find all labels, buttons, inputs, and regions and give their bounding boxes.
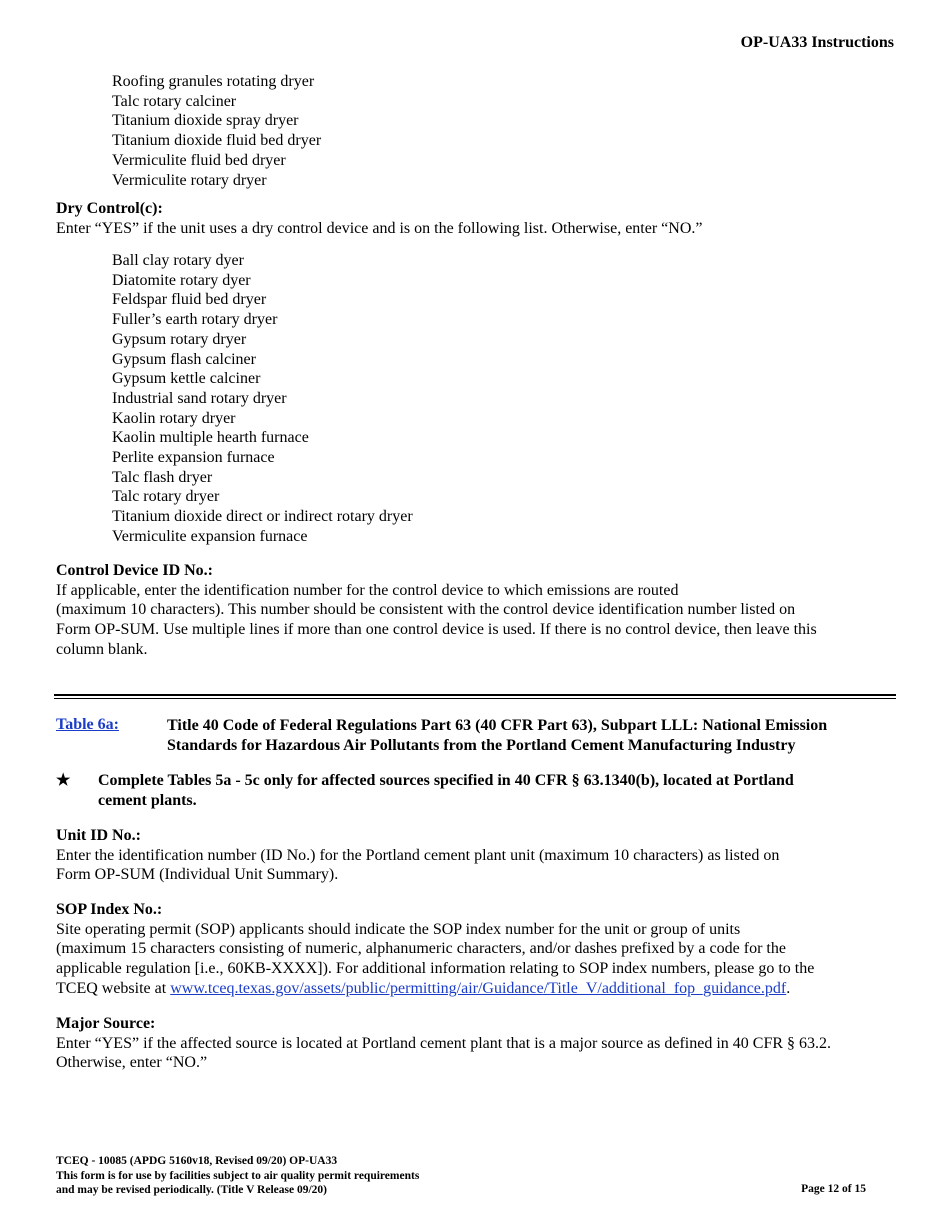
- list-item: Talc rotary dryer: [112, 488, 220, 506]
- list-item: Gypsum flash calciner: [112, 350, 256, 368]
- list-item: Roofing granules rotating dryer: [112, 73, 315, 90]
- sop-index-section: [56, 900, 896, 999]
- list-item: Industrial sand rotary dryer: [112, 389, 287, 407]
- list-item: Gypsum kettle calciner: [112, 370, 261, 388]
- paragraph-line: Form OP-SUM. Use multiple lines if more than one control device is used. If there is no control device, then leave this: [56, 621, 817, 639]
- list-item: Feldspar fluid bed dryer: [112, 291, 267, 309]
- paragraph-line: applicable regulation [i.e., 60KB-XXXX]). For additional information relating to SOP index numbers, please go to the: [56, 960, 815, 978]
- control-device-section: [56, 561, 896, 660]
- list-item: Titanium dioxide fluid bed dryer: [112, 132, 322, 150]
- paragraph-line: Site operating permit (SOP) applicants should indicate the SOP index number for the unit or group of units: [56, 920, 741, 938]
- footer-line: TCEQ - 10085 (APDG 5160v18, Revised 09/20) OP-UA33: [56, 1155, 338, 1167]
- footer-line: and may be revised periodically. (Title V Release 09/20): [56, 1184, 327, 1196]
- list-item: Titanium dioxide direct or indirect rotary dryer: [112, 508, 413, 526]
- list-item: Titanium dioxide spray dryer: [112, 112, 299, 130]
- list-item: Kaolin multiple hearth furnace: [112, 429, 309, 447]
- paragraph-line: Form OP-SUM (Individual Unit Summary).: [56, 866, 339, 884]
- paragraph-line: column blank.: [56, 640, 148, 658]
- list-item: Gypsum rotary dryer: [112, 330, 247, 348]
- list-item: Fuller’s earth rotary dryer: [112, 311, 278, 329]
- section-divider: [54, 694, 896, 699]
- list-item: Kaolin rotary dryer: [112, 409, 236, 427]
- major-source-heading: Major Source:: [56, 1015, 156, 1032]
- paragraph-line: [56, 979, 896, 999]
- dry-control-section: [56, 199, 896, 238]
- star-icon: ★: [56, 772, 71, 789]
- list-item: Talc rotary calciner: [112, 92, 237, 110]
- list-item: Diatomite rotary dyer: [112, 271, 251, 289]
- list-item: Talc flash dryer: [112, 468, 213, 486]
- paragraph-line: Enter the identification number (ID No.) for the Portland cement plant unit (maximum 10 characters) as listed on: [56, 846, 780, 864]
- major-source-section: [56, 1014, 896, 1073]
- dry-control-heading: Dry Control(c):: [56, 200, 163, 217]
- table-title-line: Standards for Hazardous Air Pollutants from the Portland Cement Manufacturing Industry: [167, 736, 796, 754]
- sop-index-heading: SOP Index No.:: [56, 901, 163, 918]
- table-title-line: Title 40 Code of Federal Regulations Part 63 (40 CFR Part 63), Subpart LLL: National Emission: [167, 717, 828, 734]
- control-device-heading: Control Device ID No.:: [56, 562, 214, 579]
- dry-control-list: [112, 251, 413, 547]
- list-item: Vermiculite fluid bed dryer: [112, 151, 286, 169]
- table-6a-title: [167, 716, 887, 755]
- fop-guidance-link[interactable]: www.tceq.texas.gov/assets/public/permitting/air/Guidance/Title_V/additional_fop_guidance.pdf: [170, 979, 787, 997]
- list-item: Vermiculite rotary dryer: [112, 171, 267, 189]
- paragraph-line: If applicable, enter the identification number for the control device to which emissions are routed: [56, 581, 679, 599]
- list-item: Perlite expansion furnace: [112, 449, 275, 467]
- paragraph-line: (maximum 15 characters consisting of numeric, alphanumeric characters, and/or dashes prefixed by a code for the: [56, 940, 786, 958]
- dry-control-text: Enter “YES” if the unit uses a dry control device and is on the following list. Otherwise, enter “NO.”: [56, 219, 703, 237]
- list-item: Vermiculite expansion furnace: [112, 527, 308, 545]
- sop-link-prefix: TCEQ website at: [56, 979, 171, 997]
- sop-link-suffix: .: [786, 979, 791, 997]
- dryer-list-continued: [112, 72, 321, 190]
- star-note-line: cement plants.: [98, 791, 197, 809]
- table-6a-link[interactable]: Table 6a:: [56, 716, 119, 733]
- unit-id-section: [56, 826, 896, 885]
- list-item: Ball clay rotary dyer: [112, 252, 244, 269]
- page-footer: [56, 1154, 419, 1198]
- unit-id-heading: Unit ID No.:: [56, 827, 141, 844]
- page-header-title: OP-UA33 Instructions: [740, 34, 894, 51]
- star-note-line: Complete Tables 5a - 5c only for affected sources specified in 40 CFR § 63.1340(b), located at Portland: [98, 772, 794, 789]
- page-number: Page 12 of 15: [801, 1183, 866, 1195]
- paragraph-line: Otherwise, enter “NO.”: [56, 1054, 208, 1072]
- paragraph-line: Enter “YES” if the affected source is located at Portland cement plant that is a major source as defined in 40 CFR § 63.2.: [56, 1034, 832, 1052]
- footer-line: This form is for use by facilities subject to air quality permit requirements: [56, 1169, 420, 1182]
- paragraph-line: (maximum 10 characters). This number should be consistent with the control device identification number listed on: [56, 601, 796, 619]
